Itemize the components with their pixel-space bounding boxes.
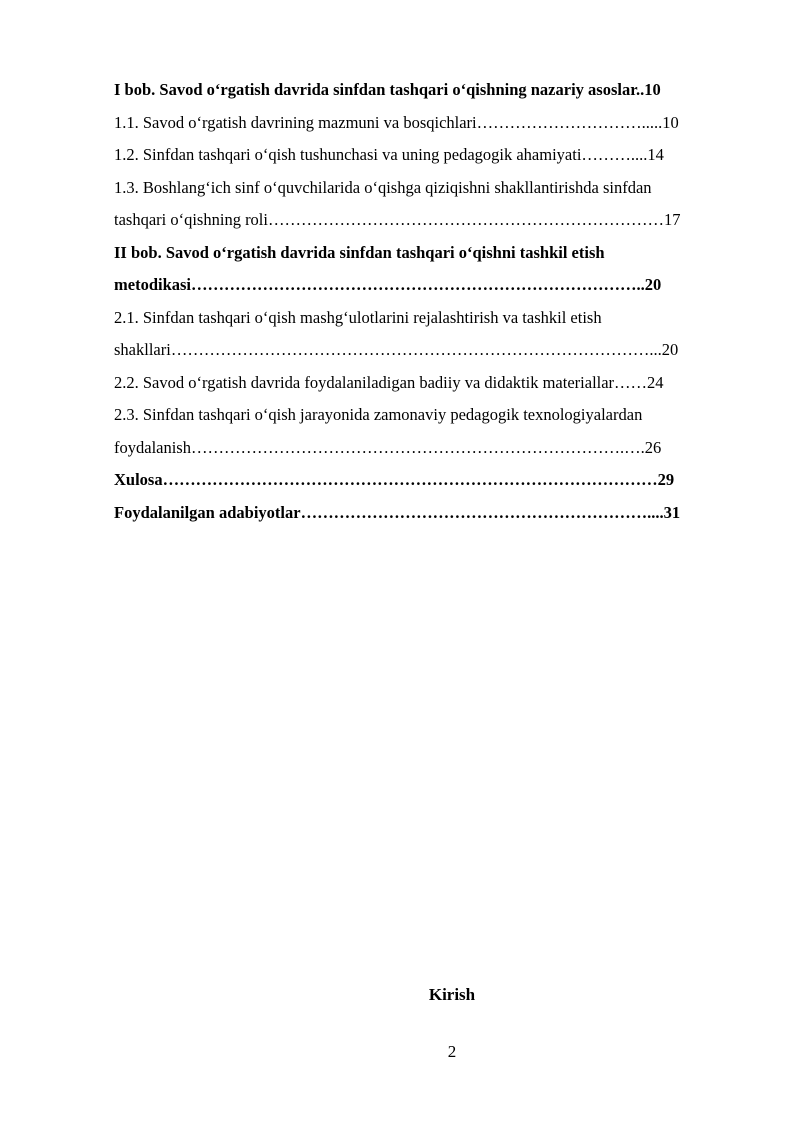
toc-line: II bob. Savod o‘rgatish davrida sinfdan tashqari o‘qishni tashkil etish [114,242,605,262]
toc-line: 2.1. Sinfdan tashqari o‘qish mashg‘ulotlarini rejalashtirish va tashkil etish [114,307,602,327]
toc-line: 1.2. Sinfdan tashqari o‘qish tushunchasi va uning pedagogik ahamiyati………....14 [114,145,664,164]
page-number: 2 [447,1042,457,1061]
toc-line: 2.3. Sinfdan tashqari o‘qish jarayonida zamonaviy pedagogik texnologiyalardan [114,405,643,424]
toc-line: metodikasi………………………………………………………………………..20 [114,275,662,294]
section-heading-kirish: Kirish [428,985,476,1004]
toc-line: Xulosa………………………………………………………………………………29 [114,470,675,489]
toc-line: I bob. Savod o‘rgatish davrida sinfdan tashqari o‘qishning nazariy asoslar..10 [114,80,661,99]
toc-line: tashqari o‘qishning roli………………………………………………………………17 [114,210,681,229]
table-of-contents [114,74,742,529]
toc-line: 1.1. Savod o‘rgatish davrining mazmuni va bosqichlari………………………….....10 [114,112,679,132]
toc-line: shakllari……………………………………………………………………………...20 [114,340,679,359]
toc-line: foydalanish…………………………………………………………………….….26 [114,437,662,457]
toc-line: 1.3. Boshlang‘ich sinf o‘quvchilarida o‘qishga qiziqishni shakllantirishda sinfdan [114,177,652,197]
toc-line: 2.2. Savod o‘rgatish davrida foydalaniladigan badiiy va didaktik materiallar……24 [114,372,664,392]
toc-line: Foydalanilgan adabiyotlar………………………………………………………....31 [114,502,681,522]
